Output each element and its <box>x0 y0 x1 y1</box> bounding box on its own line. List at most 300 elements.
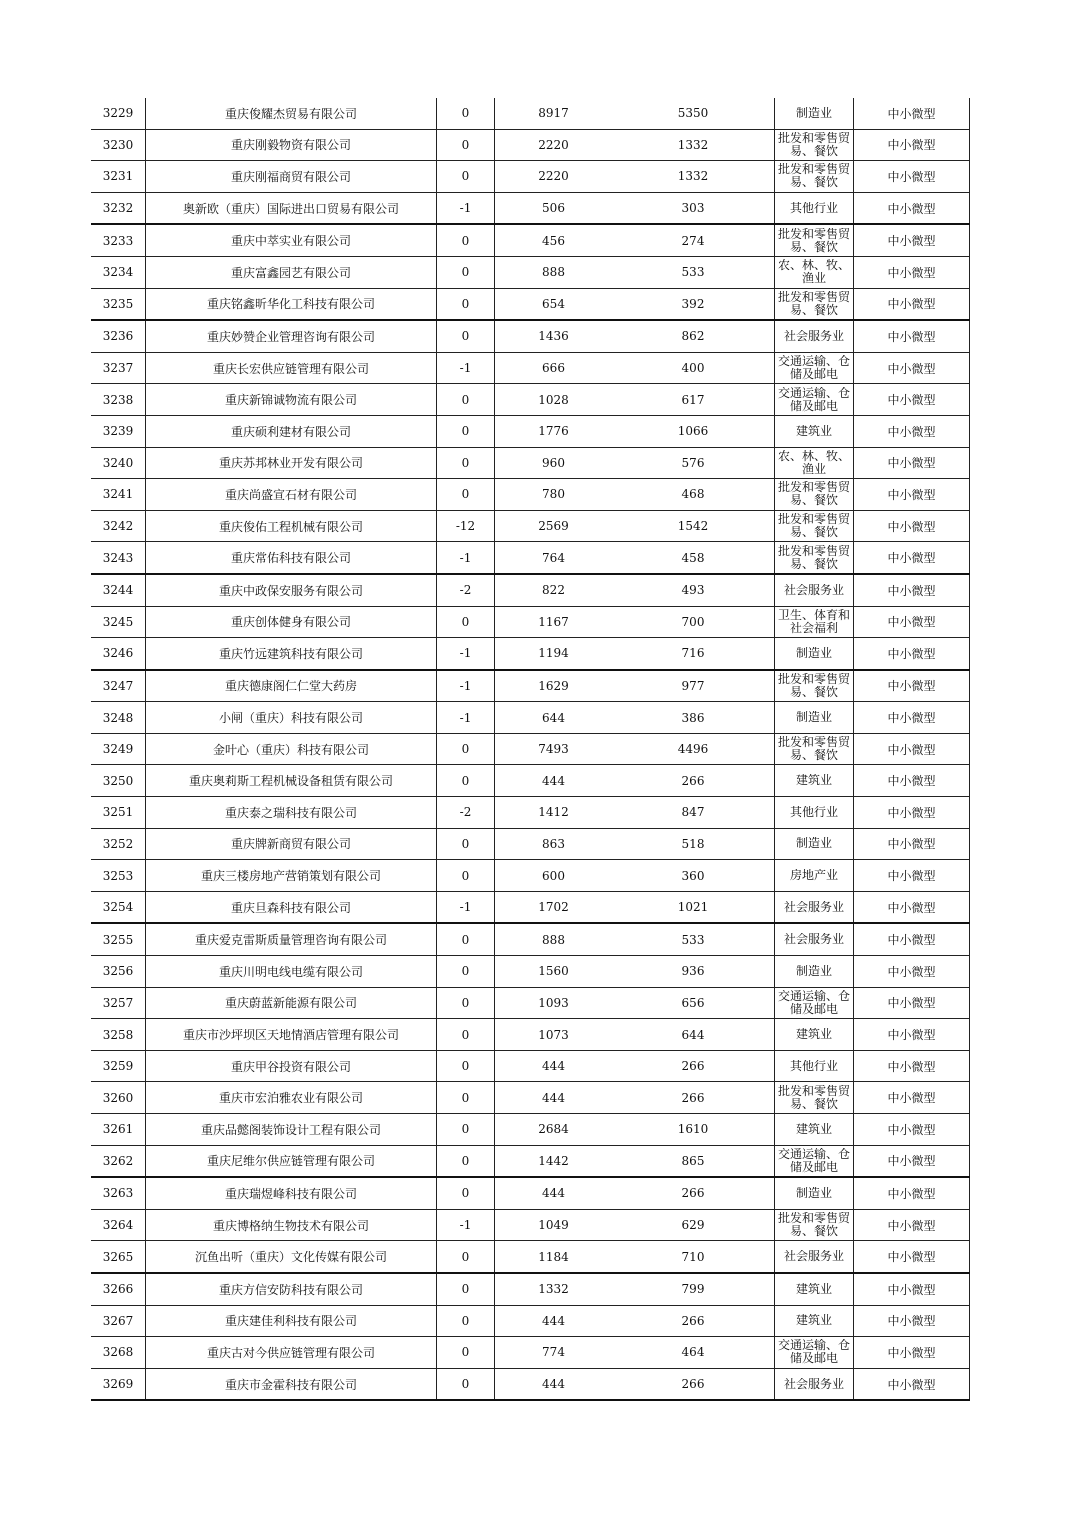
value-2-cell: 1167 <box>495 606 613 638</box>
row-number-cell: 3268 <box>91 1337 146 1369</box>
value-2-cell: 1442 <box>495 1145 613 1177</box>
value-3-cell: 5350 <box>612 98 775 129</box>
enterprise-type-cell: 中小微型 <box>854 224 970 256</box>
value-1-cell: 0 <box>437 1019 495 1051</box>
enterprise-type-cell: 中小微型 <box>854 1050 970 1082</box>
enterprise-type-cell: 中小微型 <box>854 1082 970 1114</box>
industry-text: 建筑业 <box>795 1314 832 1328</box>
value-2-cell: 2220 <box>495 161 613 193</box>
value-3-cell: 533 <box>612 923 775 955</box>
value-2-cell: 444 <box>495 1082 613 1114</box>
value-1-cell: 0 <box>437 161 495 193</box>
industry-cell <box>775 288 854 320</box>
industry-text: 农、林、牧、渔业 <box>777 449 850 476</box>
industry-cell <box>775 224 854 256</box>
table-row <box>91 891 970 923</box>
value-2-cell: 2569 <box>495 510 613 542</box>
company-name-cell: 重庆德康阁仁仁堂大药房 <box>146 670 437 702</box>
value-3-cell: 847 <box>612 797 775 829</box>
industry-cell <box>775 828 854 860</box>
row-number-cell: 3254 <box>91 891 146 923</box>
value-1-cell: 0 <box>437 923 495 955</box>
table-row <box>91 574 970 606</box>
row-number-cell: 3255 <box>91 923 146 955</box>
table-row <box>91 224 970 256</box>
table-row <box>91 1114 970 1146</box>
value-1-cell: 0 <box>437 1368 495 1400</box>
value-3-cell: 617 <box>612 384 775 416</box>
table-row <box>91 352 970 384</box>
table-row <box>91 765 970 797</box>
company-name-cell: 重庆俊耀杰贸易有限公司 <box>146 98 437 129</box>
enterprise-type-cell: 中小微型 <box>854 352 970 384</box>
enterprise-type-cell: 中小微型 <box>854 923 970 955</box>
enterprise-type-cell: 中小微型 <box>854 956 970 988</box>
company-name-cell: 奥新欧（重庆）国际进出口贸易有限公司 <box>146 192 437 224</box>
table-row <box>91 1209 970 1241</box>
industry-text: 社会服务业 <box>783 933 844 947</box>
industry-cell <box>775 1145 854 1177</box>
company-name-cell: 重庆新锦诚物流有限公司 <box>146 384 437 416</box>
enterprise-type-cell: 中小微型 <box>854 1337 970 1369</box>
row-number-cell: 3233 <box>91 224 146 256</box>
enterprise-type-cell: 中小微型 <box>854 192 970 224</box>
row-number-cell: 3260 <box>91 1082 146 1114</box>
value-3-cell: 493 <box>612 574 775 606</box>
company-name-cell: 重庆古对今供应链管理有限公司 <box>146 1337 437 1369</box>
enterprise-type-cell: 中小微型 <box>854 510 970 542</box>
industry-cell <box>775 606 854 638</box>
row-number-cell: 3241 <box>91 479 146 511</box>
value-1-cell: 0 <box>437 860 495 892</box>
value-1-cell: -1 <box>437 670 495 702</box>
company-name-cell: 重庆旦森科技有限公司 <box>146 891 437 923</box>
industry-text: 制造业 <box>795 646 832 660</box>
value-2-cell: 7493 <box>495 733 613 765</box>
industry-cell <box>775 733 854 765</box>
row-number-cell: 3247 <box>91 670 146 702</box>
value-1-cell: 0 <box>437 256 495 288</box>
value-3-cell: 644 <box>612 1019 775 1051</box>
company-name-cell: 重庆妙赞企业管理咨询有限公司 <box>146 320 437 352</box>
industry-cell <box>775 256 854 288</box>
industry-cell <box>775 923 854 955</box>
value-1-cell: 0 <box>437 828 495 860</box>
value-1-cell: 0 <box>437 224 495 256</box>
value-2-cell: 8917 <box>495 98 613 129</box>
industry-cell <box>775 702 854 734</box>
row-number-cell: 3251 <box>91 797 146 829</box>
row-number-cell: 3231 <box>91 161 146 193</box>
enterprise-type-cell: 中小微型 <box>854 288 970 320</box>
value-2-cell: 1560 <box>495 956 613 988</box>
row-number-cell: 3258 <box>91 1019 146 1051</box>
table-row <box>91 702 970 734</box>
company-name-cell: 重庆奥莉斯工程机械设备租赁有限公司 <box>146 765 437 797</box>
industry-text: 交通运输、仓储及邮电 <box>777 1339 850 1366</box>
enterprise-type-cell: 中小微型 <box>854 828 970 860</box>
industry-cell <box>775 161 854 193</box>
industry-cell <box>775 384 854 416</box>
table-row <box>91 256 970 288</box>
company-name-cell: 重庆尚盛宣石材有限公司 <box>146 479 437 511</box>
industry-text: 制造业 <box>795 837 832 851</box>
table-row <box>91 956 970 988</box>
table-row <box>91 1337 970 1369</box>
enterprise-type-cell: 中小微型 <box>854 1241 970 1273</box>
row-number-cell: 3267 <box>91 1305 146 1337</box>
industry-cell <box>775 1114 854 1146</box>
enterprise-type-cell: 中小微型 <box>854 447 970 479</box>
industry-text: 制造业 <box>795 964 832 978</box>
table-row <box>91 987 970 1019</box>
value-3-cell: 716 <box>612 638 775 670</box>
value-2-cell: 654 <box>495 288 613 320</box>
company-name-cell: 重庆硕利建材有限公司 <box>146 415 437 447</box>
industry-cell <box>775 574 854 606</box>
enterprise-type-cell: 中小微型 <box>854 860 970 892</box>
value-3-cell: 936 <box>612 956 775 988</box>
value-1-cell: 0 <box>437 447 495 479</box>
value-3-cell: 266 <box>612 765 775 797</box>
enterprise-type-cell: 中小微型 <box>854 702 970 734</box>
enterprise-type-cell: 中小微型 <box>854 1368 970 1400</box>
value-3-cell: 266 <box>612 1177 775 1209</box>
table-row <box>91 1050 970 1082</box>
table-row <box>91 384 970 416</box>
row-number-cell: 3266 <box>91 1273 146 1305</box>
industry-cell <box>775 1209 854 1241</box>
table-row <box>91 479 970 511</box>
value-1-cell: -2 <box>437 574 495 606</box>
industry-cell <box>775 797 854 829</box>
enterprise-type-cell: 中小微型 <box>854 1209 970 1241</box>
enterprise-type-cell: 中小微型 <box>854 670 970 702</box>
value-1-cell: 0 <box>437 1082 495 1114</box>
enterprise-type-cell: 中小微型 <box>854 384 970 416</box>
table-row <box>91 670 970 702</box>
value-3-cell: 799 <box>612 1273 775 1305</box>
table-row <box>91 1082 970 1114</box>
industry-text: 建筑业 <box>795 424 832 438</box>
value-2-cell: 888 <box>495 256 613 288</box>
value-2-cell: 863 <box>495 828 613 860</box>
value-2-cell: 2220 <box>495 129 613 161</box>
company-name-cell: 重庆泰之瑞科技有限公司 <box>146 797 437 829</box>
value-3-cell: 1332 <box>612 161 775 193</box>
value-2-cell: 1028 <box>495 384 613 416</box>
industry-text: 社会服务业 <box>783 1250 844 1264</box>
value-3-cell: 303 <box>612 192 775 224</box>
enterprise-table <box>91 98 970 1401</box>
row-number-cell: 3269 <box>91 1368 146 1400</box>
value-3-cell: 518 <box>612 828 775 860</box>
value-2-cell: 444 <box>495 1305 613 1337</box>
company-name-cell: 重庆中萃实业有限公司 <box>146 224 437 256</box>
value-3-cell: 700 <box>612 606 775 638</box>
value-1-cell: -1 <box>437 352 495 384</box>
table-row <box>91 415 970 447</box>
industry-cell <box>775 1337 854 1369</box>
industry-text: 制造业 <box>795 106 832 120</box>
row-number-cell: 3245 <box>91 606 146 638</box>
company-name-cell: 重庆蔚蓝新能源有限公司 <box>146 987 437 1019</box>
value-1-cell: 0 <box>437 606 495 638</box>
company-name-cell: 重庆刚福商贸有限公司 <box>146 161 437 193</box>
company-name-cell: 重庆常佑科技有限公司 <box>146 542 437 574</box>
industry-text: 交通运输、仓储及邮电 <box>777 386 850 413</box>
value-2-cell: 1049 <box>495 1209 613 1241</box>
enterprise-type-cell: 中小微型 <box>854 765 970 797</box>
table-row <box>91 1145 970 1177</box>
table-row <box>91 320 970 352</box>
row-number-cell: 3244 <box>91 574 146 606</box>
enterprise-type-cell: 中小微型 <box>854 638 970 670</box>
company-name-cell: 重庆竹远建筑科技有限公司 <box>146 638 437 670</box>
industry-cell <box>775 98 854 129</box>
table-row <box>91 1273 970 1305</box>
value-3-cell: 360 <box>612 860 775 892</box>
row-number-cell: 3262 <box>91 1145 146 1177</box>
value-3-cell: 629 <box>612 1209 775 1241</box>
row-number-cell: 3246 <box>91 638 146 670</box>
table-row <box>91 98 970 129</box>
value-3-cell: 1610 <box>612 1114 775 1146</box>
row-number-cell: 3243 <box>91 542 146 574</box>
enterprise-type-cell: 中小微型 <box>854 733 970 765</box>
row-number-cell: 3265 <box>91 1241 146 1273</box>
industry-cell <box>775 1368 854 1400</box>
row-number-cell: 3236 <box>91 320 146 352</box>
industry-text: 制造业 <box>795 1186 832 1200</box>
industry-text: 房地产业 <box>789 869 838 883</box>
value-1-cell: 0 <box>437 1305 495 1337</box>
value-3-cell: 865 <box>612 1145 775 1177</box>
industry-text: 社会服务业 <box>783 583 844 597</box>
table-row <box>91 638 970 670</box>
value-1-cell: 0 <box>437 98 495 129</box>
row-number-cell: 3263 <box>91 1177 146 1209</box>
row-number-cell: 3256 <box>91 956 146 988</box>
row-number-cell: 3237 <box>91 352 146 384</box>
industry-cell <box>775 192 854 224</box>
value-3-cell: 392 <box>612 288 775 320</box>
value-2-cell: 444 <box>495 1368 613 1400</box>
value-2-cell: 888 <box>495 923 613 955</box>
company-name-cell: 重庆市金霍科技有限公司 <box>146 1368 437 1400</box>
company-name-cell: 重庆尼维尔供应链管理有限公司 <box>146 1145 437 1177</box>
value-1-cell: 0 <box>437 479 495 511</box>
table-row <box>91 1305 970 1337</box>
row-number-cell: 3232 <box>91 192 146 224</box>
industry-cell <box>775 510 854 542</box>
industry-cell <box>775 1241 854 1273</box>
company-name-cell: 重庆市沙坪坝区天地情酒店管理有限公司 <box>146 1019 437 1051</box>
value-3-cell: 400 <box>612 352 775 384</box>
value-3-cell: 1332 <box>612 129 775 161</box>
enterprise-type-cell: 中小微型 <box>854 320 970 352</box>
table-row <box>91 923 970 955</box>
industry-cell <box>775 638 854 670</box>
value-2-cell: 774 <box>495 1337 613 1369</box>
value-1-cell: 0 <box>437 1241 495 1273</box>
row-number-cell: 3250 <box>91 765 146 797</box>
row-number-cell: 3242 <box>91 510 146 542</box>
value-1-cell: -12 <box>437 510 495 542</box>
company-name-cell: 金叶心（重庆）科技有限公司 <box>146 733 437 765</box>
industry-cell <box>775 542 854 574</box>
industry-cell <box>775 479 854 511</box>
row-number-cell: 3259 <box>91 1050 146 1082</box>
industry-cell <box>775 129 854 161</box>
value-1-cell: 0 <box>437 384 495 416</box>
row-number-cell: 3253 <box>91 860 146 892</box>
value-3-cell: 1021 <box>612 891 775 923</box>
industry-text: 批发和零售贸易、餐饮 <box>777 290 850 317</box>
industry-text: 农、林、牧、渔业 <box>777 259 850 286</box>
company-name-cell: 重庆博格纳生物技术有限公司 <box>146 1209 437 1241</box>
value-3-cell: 266 <box>612 1082 775 1114</box>
value-3-cell: 266 <box>612 1050 775 1082</box>
value-1-cell: 0 <box>437 733 495 765</box>
industry-text: 批发和零售贸易、餐饮 <box>777 1084 850 1111</box>
value-2-cell: 644 <box>495 702 613 734</box>
value-3-cell: 862 <box>612 320 775 352</box>
company-name-cell: 重庆甲谷投资有限公司 <box>146 1050 437 1082</box>
industry-cell <box>775 1050 854 1082</box>
value-2-cell: 2684 <box>495 1114 613 1146</box>
value-3-cell: 977 <box>612 670 775 702</box>
industry-text: 制造业 <box>795 711 832 725</box>
value-1-cell: -1 <box>437 542 495 574</box>
industry-cell <box>775 447 854 479</box>
value-2-cell: 1702 <box>495 891 613 923</box>
value-3-cell: 533 <box>612 256 775 288</box>
industry-cell <box>775 987 854 1019</box>
table-row <box>91 161 970 193</box>
value-1-cell: 0 <box>437 987 495 1019</box>
value-2-cell: 1184 <box>495 1241 613 1273</box>
value-2-cell: 1093 <box>495 987 613 1019</box>
company-name-cell: 重庆富鑫园艺有限公司 <box>146 256 437 288</box>
company-name-cell: 重庆牌新商贸有限公司 <box>146 828 437 860</box>
company-name-cell: 小闸（重庆）科技有限公司 <box>146 702 437 734</box>
company-name-cell: 重庆川明电线电缆有限公司 <box>146 956 437 988</box>
value-2-cell: 444 <box>495 765 613 797</box>
table-row <box>91 1019 970 1051</box>
industry-cell <box>775 1305 854 1337</box>
row-number-cell: 3248 <box>91 702 146 734</box>
value-3-cell: 710 <box>612 1241 775 1273</box>
value-2-cell: 1629 <box>495 670 613 702</box>
table-row <box>91 606 970 638</box>
enterprise-type-cell: 中小微型 <box>854 1177 970 1209</box>
value-2-cell: 1332 <box>495 1273 613 1305</box>
row-number-cell: 3235 <box>91 288 146 320</box>
value-3-cell: 468 <box>612 479 775 511</box>
value-2-cell: 1412 <box>495 797 613 829</box>
company-name-cell: 重庆长宏供应链管理有限公司 <box>146 352 437 384</box>
company-name-cell: 沉鱼出听（重庆）文化传媒有限公司 <box>146 1241 437 1273</box>
company-name-cell: 重庆中政保安服务有限公司 <box>146 574 437 606</box>
industry-text: 社会服务业 <box>783 1377 844 1391</box>
enterprise-type-cell: 中小微型 <box>854 987 970 1019</box>
value-1-cell: -1 <box>437 638 495 670</box>
industry-cell <box>775 860 854 892</box>
value-1-cell: 0 <box>437 1177 495 1209</box>
value-2-cell: 1194 <box>495 638 613 670</box>
industry-cell <box>775 765 854 797</box>
row-number-cell: 3252 <box>91 828 146 860</box>
value-1-cell: 0 <box>437 129 495 161</box>
value-1-cell: 0 <box>437 1050 495 1082</box>
value-1-cell: -1 <box>437 192 495 224</box>
industry-cell <box>775 352 854 384</box>
industry-text: 批发和零售贸易、餐饮 <box>777 163 850 190</box>
table-row <box>91 192 970 224</box>
industry-text: 批发和零售贸易、餐饮 <box>777 672 850 699</box>
company-name-cell: 重庆刚毅物资有限公司 <box>146 129 437 161</box>
row-number-cell: 3234 <box>91 256 146 288</box>
row-number-cell: 3257 <box>91 987 146 1019</box>
industry-text: 交通运输、仓储及邮电 <box>777 1147 850 1174</box>
value-3-cell: 386 <box>612 702 775 734</box>
value-2-cell: 1073 <box>495 1019 613 1051</box>
value-3-cell: 266 <box>612 1305 775 1337</box>
value-2-cell: 456 <box>495 224 613 256</box>
value-1-cell: 0 <box>437 956 495 988</box>
enterprise-type-cell: 中小微型 <box>854 1305 970 1337</box>
enterprise-type-cell: 中小微型 <box>854 797 970 829</box>
row-number-cell: 3264 <box>91 1209 146 1241</box>
value-3-cell: 576 <box>612 447 775 479</box>
industry-cell <box>775 891 854 923</box>
row-number-cell: 3249 <box>91 733 146 765</box>
value-2-cell: 1436 <box>495 320 613 352</box>
value-3-cell: 274 <box>612 224 775 256</box>
value-3-cell: 266 <box>612 1368 775 1400</box>
row-number-cell: 3261 <box>91 1114 146 1146</box>
table-row <box>91 733 970 765</box>
enterprise-type-cell: 中小微型 <box>854 415 970 447</box>
value-1-cell: 0 <box>437 415 495 447</box>
industry-cell <box>775 670 854 702</box>
enterprise-type-cell: 中小微型 <box>854 606 970 638</box>
table-row <box>91 1241 970 1273</box>
company-name-cell: 重庆三楼房地产营销策划有限公司 <box>146 860 437 892</box>
industry-text: 建筑业 <box>795 1122 832 1136</box>
industry-text: 交通运输、仓储及邮电 <box>777 989 850 1016</box>
industry-text: 建筑业 <box>795 774 832 788</box>
industry-text: 批发和零售贸易、餐饮 <box>777 227 850 254</box>
row-number-cell: 3229 <box>91 98 146 129</box>
value-3-cell: 1542 <box>612 510 775 542</box>
industry-text: 其他行业 <box>789 1059 838 1073</box>
value-2-cell: 600 <box>495 860 613 892</box>
value-1-cell: 0 <box>437 1337 495 1369</box>
value-3-cell: 464 <box>612 1337 775 1369</box>
industry-text: 批发和零售贸易、餐饮 <box>777 736 850 763</box>
industry-text: 批发和零售贸易、餐饮 <box>777 544 850 571</box>
industry-cell <box>775 320 854 352</box>
company-name-cell: 重庆瑞煜峰科技有限公司 <box>146 1177 437 1209</box>
industry-cell <box>775 1177 854 1209</box>
company-name-cell: 重庆俊佑工程机械有限公司 <box>146 510 437 542</box>
table-row <box>91 1177 970 1209</box>
enterprise-type-cell: 中小微型 <box>854 891 970 923</box>
company-name-cell: 重庆方信安防科技有限公司 <box>146 1273 437 1305</box>
enterprise-type-cell: 中小微型 <box>854 574 970 606</box>
